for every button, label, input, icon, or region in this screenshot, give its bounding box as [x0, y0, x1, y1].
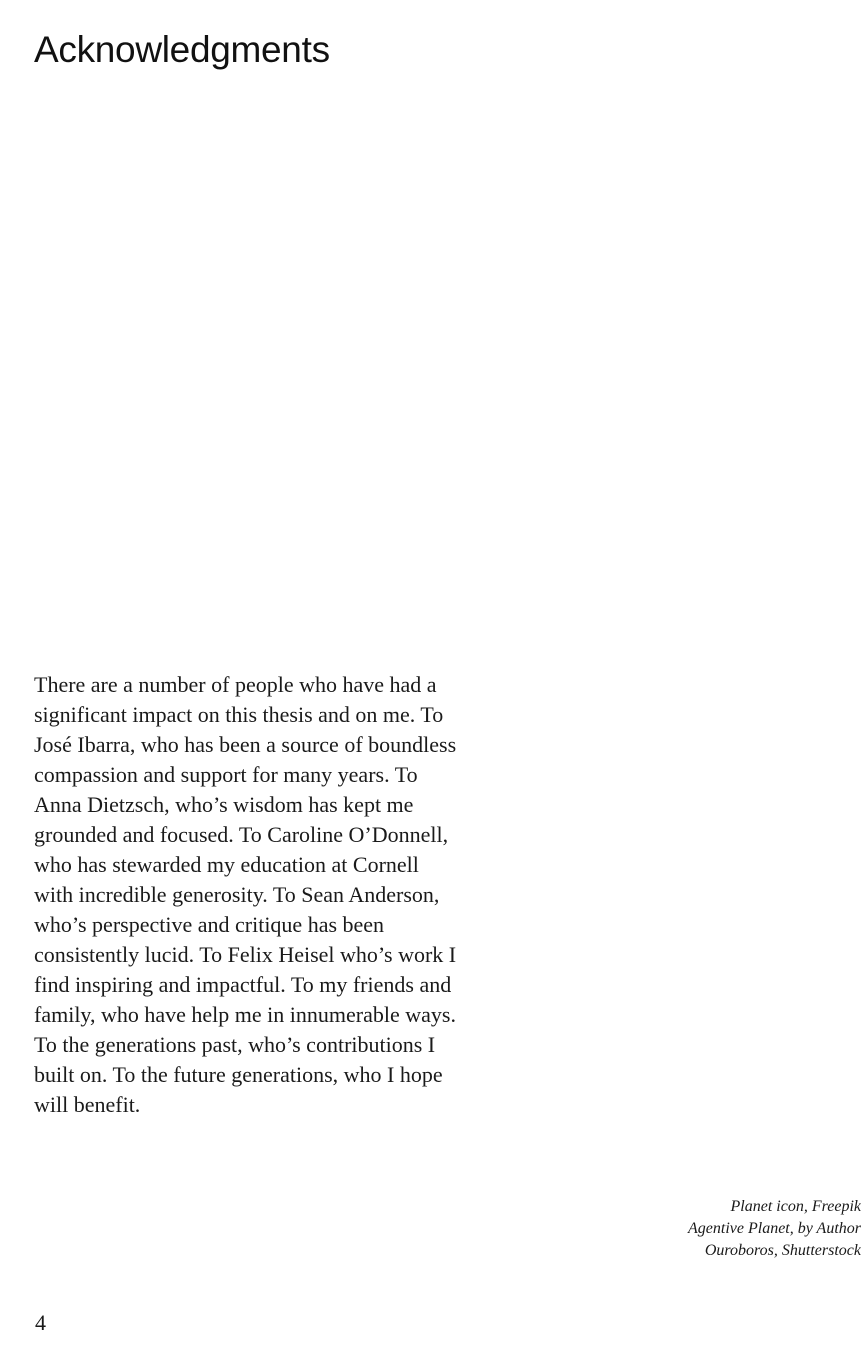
- paragraph-line: who has stewarded my education at Cornell: [34, 852, 419, 877]
- paragraph-line: will benefit.: [34, 1092, 141, 1117]
- credit-planet-icon: Planet icon, Freepik: [730, 1198, 861, 1215]
- paragraph-line: significant impact on this thesis and on me. To: [34, 702, 444, 727]
- paragraph-line: To the generations past, who’s contributions I: [34, 1032, 436, 1057]
- paragraph-line: built on. To the future generations, who I hope: [34, 1062, 443, 1087]
- paragraph-line: find inspiring and impactful. To my friends and: [34, 972, 452, 997]
- page-number: 4: [35, 1310, 46, 1335]
- acknowledgments-paragraph: [34, 670, 504, 1120]
- paragraph-line: family, who have help me in innumerable ways.: [34, 1002, 456, 1027]
- paragraph-line: who’s perspective and critique has been: [34, 912, 385, 937]
- paragraph-line: Anna Dietzsch, who’s wisdom has kept me: [34, 792, 414, 817]
- paragraph-line: grounded and focused. To Caroline O’Donnell,: [34, 822, 449, 847]
- paragraph-line: with incredible generosity. To Sean Anderson,: [34, 882, 440, 907]
- credit-agentive-planet: Agentive Planet, by Author: [688, 1220, 861, 1237]
- image-credits: [688, 1196, 861, 1262]
- page-title: Acknowledgments: [34, 29, 330, 70]
- paragraph-line: José Ibarra, who has been a source of boundless: [34, 732, 457, 757]
- paragraph-line: compassion and support for many years. To: [34, 762, 418, 787]
- paragraph-line: There are a number of people who have had a: [34, 672, 437, 697]
- paragraph-line: consistently lucid. To Felix Heisel who’s work I: [34, 942, 457, 967]
- credit-ouroboros: Ouroboros, Shutterstock: [704, 1242, 861, 1259]
